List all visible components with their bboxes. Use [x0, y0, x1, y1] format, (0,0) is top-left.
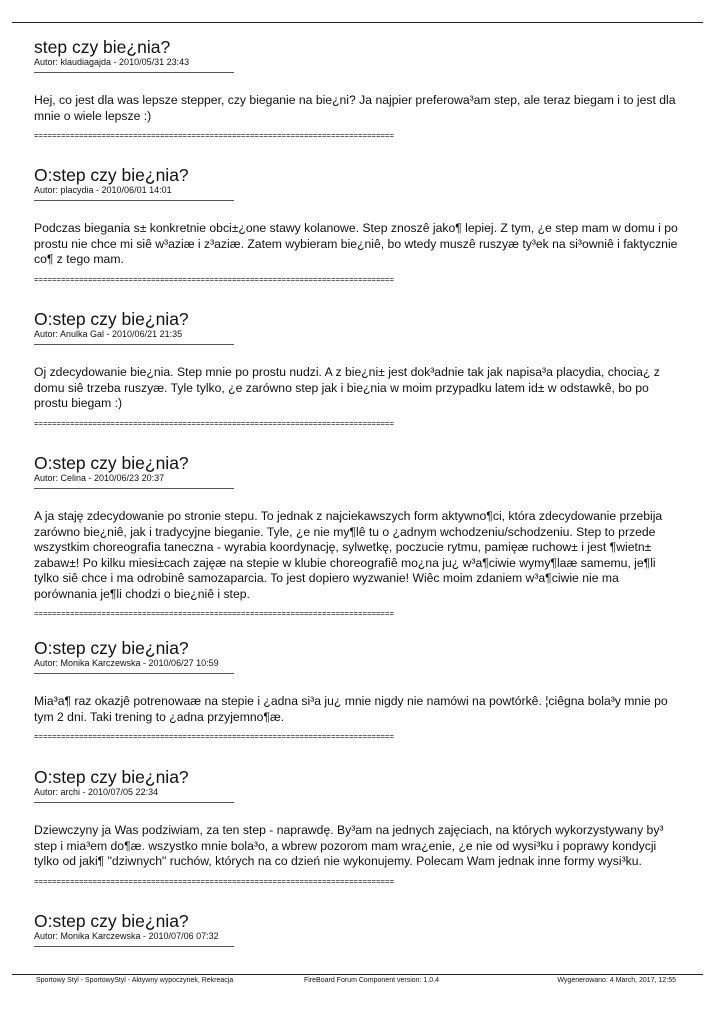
forum-post	[34, 454, 694, 620]
post-separator: ================================================================================	[34, 734, 395, 742]
post-separator: ================================================================================	[34, 878, 395, 887]
post-author-date: Autor: Monika Karczewska - 2010/06/27 10:59	[34, 658, 219, 668]
post-body: Hej, co jest dla was lepsze stepper, czy bieganie na bie¿ni? Ja najpier preferowa³am step, ale teraz biegam i to jest dla mnie o wiele lepsze :)	[34, 93, 676, 123]
meta-divider	[34, 72, 234, 73]
meta-divider	[34, 673, 234, 674]
top-rule	[12, 22, 703, 23]
forum-post	[34, 639, 694, 743]
post-separator: ================================================================================	[34, 611, 395, 619]
post-title: step czy bie¿nia?	[34, 37, 171, 57]
post-title: O:step czy bie¿nia?	[34, 911, 189, 931]
forum-post	[34, 768, 694, 888]
post-author-date: Autor: Anulka Gal - 2010/06/21 21:35	[34, 329, 183, 339]
meta-divider	[34, 200, 234, 201]
post-body: A ja staję zdecydowanie po stronie stepu. To jednak z najciekawszych form aktywno¶ci, która zdecydowanie przebija zarówno bie¿niê, jak i tradycyjne bieganie. Tyle, ¿e nie my¶lê tu o ¿adnym wchodzeniu/schodzeniu. Step to przede wszystkim choreografia taneczna - wyrabia koordynację, sylwetkę, poczucie rytmu, pamięæ ruchow± i jest ¶wietn± zabaw±! Po kilku miesi±cach zajęæ na stepie w klubie choreografiê mo¿na ju¿ w³a¶ciwie wymy¶laæ samemu, je¶li tylko siê chce i ma odrobinê samozaparcia. To jest dopiero wyzwanie! Wiêc moim zdaniem w³a¶ciwie nie ma porównania je¶li chodzi o bie¿niê i step.	[34, 509, 663, 601]
post-separator: ================================================================================	[34, 133, 395, 141]
post-body: Mia³a¶ raz okazjê potrenowaæ na stepie i ¿adna si³a ju¿ mnie nigdy nie namówi na powtórkê. ¦ciêgna bola³y mnie po tym 2 dni. Taki trening to ¿adna przyjemno¶æ.	[34, 694, 668, 724]
post-body: Dziewczyny ja Was podziwiam, za ten step - naprawdę. By³am na jednych zajęciach, na których wykorzystywany by³ step i mia³em do¶æ. wszystko mnie bola³o, a wbrew pozorom mam wra¿enie, ¿e nie od wysi³ku i poprawy kondycji tylko od jaki¶ "dziwnych" ruchów, których na co dzień nie wykonujemy. Polecam Wam jednak inne formy wysi³ku.	[34, 823, 664, 868]
meta-divider	[34, 802, 234, 803]
footer-rule	[12, 974, 703, 975]
post-author-date: Autor: placydia - 2010/06/01 14:01	[34, 185, 172, 195]
forum-post	[34, 912, 694, 947]
footer-generated-date: Wygenerowano: 4 March, 2017, 12:55	[557, 977, 676, 984]
forum-post	[34, 166, 694, 286]
meta-divider	[34, 344, 234, 345]
forum-post	[34, 310, 694, 430]
post-title: O:step czy bie¿nia?	[34, 309, 189, 329]
meta-divider	[34, 488, 234, 489]
post-separator: ================================================================================	[34, 276, 395, 285]
post-author-date: Autor: Monika Karczewska - 2010/07/06 07:32	[34, 931, 219, 941]
meta-divider	[34, 946, 234, 947]
post-author-date: Autor: klaudiagajda - 2010/05/31 23:43	[34, 57, 190, 67]
post-author-date: Autor: Celina - 2010/06/23 20:37	[34, 473, 165, 483]
post-title: O:step czy bie¿nia?	[34, 453, 189, 473]
footer-site-name: Sportowy Styl - SportowyStyl - Aktywny wypoczynek, Rekreacja	[36, 977, 234, 984]
post-title: O:step czy bie¿nia?	[34, 165, 189, 185]
post-body: Podczas biegania s± konkretnie obci±¿one stawy kolanowe. Step znoszê jako¶ lepiej. Z tym, ¿e step mam w domu i po prostu nie chce mi siê w³aziæ i z³aziæ. Zatem wybieram bie¿niê, bo wtedy muszê ruszyæ ty³ek na si³owniê i faktycznie co¶ z tego mam.	[34, 221, 678, 266]
post-body: Oj zdecydowanie bie¿nia. Step mnie po prostu nudzi. A z bie¿ni± jest dok³adnie tak jak napisa³a placydia, chocia¿ z domu siê trzeba ruszyæ. Tyle tylko, ¿e zarówno step jak i bie¿nia w moim przypadku latem id± w odstawkê, bo po prostu biegam :)	[34, 365, 660, 410]
post-separator: ================================================================================	[34, 420, 395, 429]
post-title: O:step czy bie¿nia?	[34, 638, 189, 658]
forum-post	[34, 38, 694, 142]
post-title: O:step czy bie¿nia?	[34, 767, 189, 787]
post-author-date: Autor: archi - 2010/07/05 22:34	[34, 787, 159, 797]
footer-component-version: FireBoard Forum Component version: 1.0.4	[304, 977, 440, 984]
